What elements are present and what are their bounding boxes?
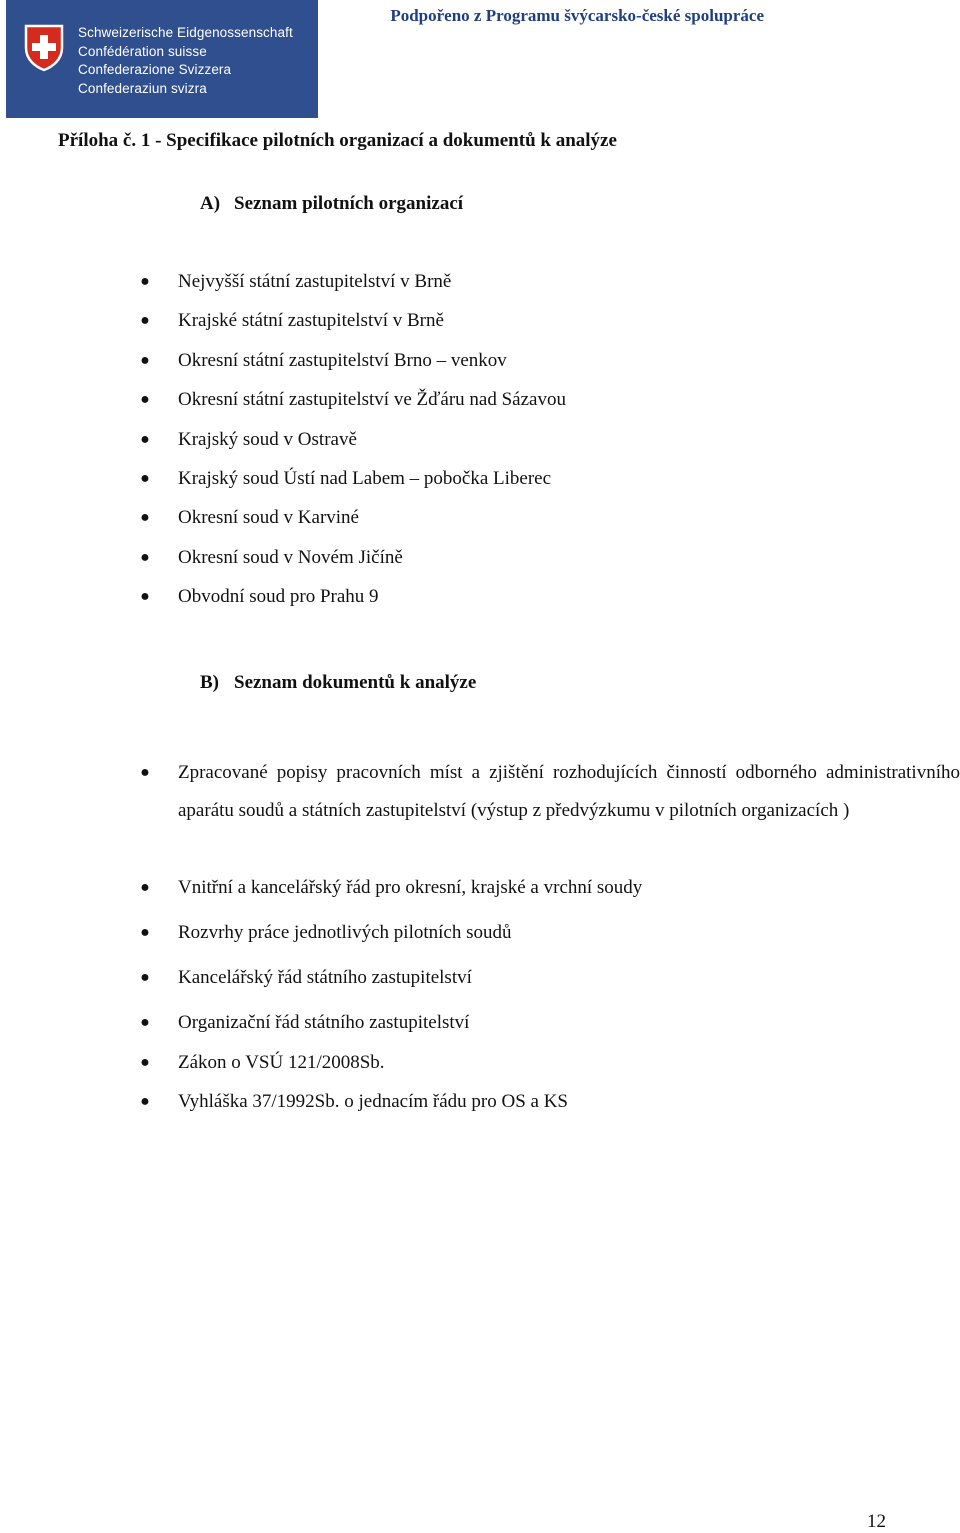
bullet-icon: ●: [140, 924, 150, 941]
list-item-text: Zpracované popisy pracovních míst a zjištění rozhodujících činností odborného administrativního aparátu soudů a státních zastupitelství (výstup z předvýzkumu v pilotních organizacích ): [178, 762, 960, 821]
swiss-shield-icon: [24, 24, 64, 72]
bullet-icon: ●: [140, 391, 150, 409]
page-number: 12: [867, 1511, 886, 1532]
list-item-text: Okresní soud v Novém Jičíně: [178, 546, 403, 568]
list-item-text: Organizační řád státního zastupitelství: [178, 1012, 470, 1033]
list-item-text: Vnitřní a kancelářský řád pro okresní, krajské a vrchní soudy: [178, 877, 643, 898]
list-item-text: Rozvrhy práce jednotlivých pilotních soudů: [178, 922, 512, 943]
section-title: Seznam dokumentů k analýze: [234, 672, 477, 693]
list-item: [0, 754, 960, 876]
list-item-text: Krajský soud Ústí nad Labem – pobočka Liberec: [178, 467, 552, 489]
list-item: [0, 349, 566, 388]
list-item-text: Okresní soud v Karviné: [178, 507, 359, 529]
list-item: [0, 546, 566, 585]
list-item-text: Krajské státní zastupitelství v Brně: [178, 310, 444, 332]
bullet-icon: ●: [140, 1014, 150, 1031]
section-a-heading: [200, 193, 463, 215]
list-item-text: Zákon o VSÚ 121/2008Sb.: [178, 1051, 385, 1073]
bullet-icon: ●: [140, 764, 150, 781]
logo-line: Schweizerische Eidgenossenschaft: [78, 25, 293, 40]
bullet-icon: ●: [140, 312, 150, 330]
list-item-text: Nejvyšší státní zastupitelství v Brně: [178, 271, 452, 292]
bullet-icon: ●: [140, 879, 150, 896]
bullet-icon: ●: [140, 969, 150, 986]
bullet-icon: ●: [140, 1053, 150, 1071]
header-note: Podpořeno z Programu švýcarsko-české spolupráce: [390, 6, 764, 25]
logo-text: [78, 24, 293, 98]
list-item: [0, 467, 566, 506]
documents-list: [0, 754, 960, 1130]
bullet-icon: ●: [140, 588, 150, 606]
list-item: [0, 585, 566, 624]
list-item: [0, 921, 960, 966]
list-item-text: Kancelářský řád státního zastupitelství: [178, 967, 472, 988]
list-item: [0, 1090, 960, 1130]
list-item: [0, 270, 566, 309]
bullet-icon: ●: [140, 430, 150, 448]
list-item-text: Krajský soud v Ostravě: [178, 428, 357, 450]
logo-line: Confédération suisse: [78, 43, 207, 59]
list-item-text: Vyhláška 37/1992Sb. o jednacím řádu pro OS a KS: [178, 1091, 568, 1112]
list-item-text: Okresní státní zastupitelství Brno – venkov: [178, 349, 507, 371]
logo-line: Confederazione Svizzera: [78, 62, 232, 77]
list-item: [0, 309, 566, 348]
list-item: [0, 966, 960, 1011]
list-item: [0, 506, 566, 545]
bullet-icon: ●: [140, 351, 150, 369]
list-item: [0, 428, 566, 467]
bullet-icon: ●: [140, 548, 150, 566]
section-b-heading: [200, 672, 476, 694]
bullet-icon: ●: [140, 273, 150, 290]
list-item: [0, 388, 566, 427]
list-item-text: Okresní státní zastupitelství ve Žďáru nad Sázavou: [178, 389, 566, 411]
document-title: Příloha č. 1 - Specifikace pilotních organizací a dokumentů k analýze: [58, 130, 617, 151]
list-item-text: Obvodní soud pro Prahu 9: [178, 586, 379, 608]
list-item: [0, 1011, 960, 1051]
section-letter: A): [200, 193, 221, 214]
bullet-icon: ●: [140, 469, 150, 487]
bullet-icon: ●: [140, 1093, 150, 1110]
pilot-organizations-list: [0, 270, 566, 625]
bullet-icon: ●: [140, 509, 150, 527]
logo-line: Confederaziun svizra: [78, 80, 207, 96]
list-item: [0, 1051, 960, 1091]
section-title: Seznam pilotních organizací: [234, 193, 464, 214]
list-item: [0, 876, 960, 921]
section-letter: B): [200, 672, 219, 693]
swiss-confederation-logo: [6, 0, 318, 118]
